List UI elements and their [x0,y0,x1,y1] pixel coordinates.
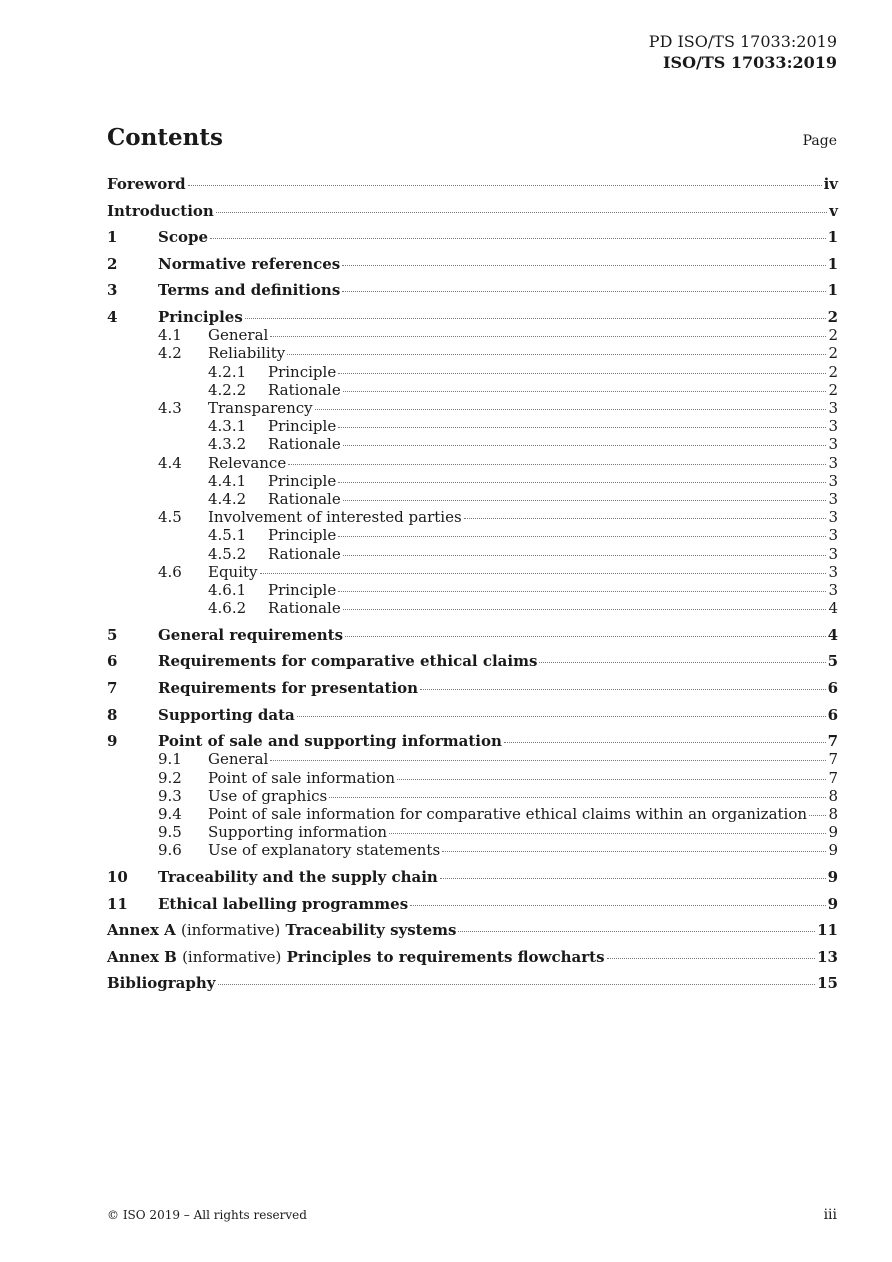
toc-dot-leader [504,741,826,743]
toc-entry[interactable] [107,326,838,344]
toc-entry-number: 1 [107,228,118,247]
toc-entry[interactable] [107,732,838,750]
page-column-label: Page [802,133,837,149]
toc-entry-number: 5 [107,625,118,644]
toc-entry-number: 4.2 [158,344,182,363]
toc-entry-title: Principles [158,308,243,326]
toc-entry-page: 6 [827,679,838,697]
toc-entry-title: Rationale [268,435,341,454]
toc-entry-title: Principle [268,581,337,599]
annex-informative-label: (informative) [181,921,281,940]
toc-entry-number: 10 [107,868,128,886]
toc-entry-title: Ethical labelling programmes [158,894,409,913]
toc-entry-title: Use of graphics [208,786,328,805]
toc-entry-title: Reliability [208,344,286,363]
toc-dot-leader [329,796,826,798]
toc-entry-page: 8 [828,786,838,805]
toc-entry[interactable] [107,255,838,273]
toc-entry-title: Rationale [268,599,341,618]
toc-entry-title [107,921,456,939]
toc-entry-number: 4.3.2 [208,435,247,454]
toc-entry-page: 3 [828,544,838,563]
toc-dot-leader [539,661,825,663]
toc-dot-leader [607,957,816,959]
toc-entry-title: Principle [268,526,337,545]
toc-entry-number: 4.6.1 [208,581,247,599]
toc-entry-page: 2 [828,362,838,381]
toc-entry-page: 9 [828,823,838,842]
toc-entry-number: 8 [107,705,118,724]
toc-entry[interactable] [107,526,838,544]
page-title: Contents [107,124,223,151]
toc-dot-leader [809,814,826,816]
toc-entry[interactable] [107,805,838,823]
toc-dot-leader [440,877,826,879]
toc-entry-page: 2 [828,380,838,399]
toc-dot-leader [218,983,816,985]
toc-dot-leader [288,463,826,465]
toc-dot-leader [188,184,822,186]
toc-entry-title: Traceability and the supply chain [158,868,438,886]
toc-dot-leader [338,535,826,537]
toc-entry-number: 4.6.2 [208,599,247,618]
toc-entry[interactable] [107,974,838,992]
toc-dot-leader [216,211,827,213]
toc-entry-title: Rationale [268,490,341,508]
toc-entry-title: Terms and definitions [158,281,341,300]
toc-entry[interactable] [107,679,838,697]
toc-entry-page: 9 [827,868,838,886]
toc-entry-title: Transparency [208,399,313,417]
toc-dot-leader [410,904,825,906]
toc-entry-number: 9.6 [158,841,182,860]
toc-entry-number: 6 [107,652,118,671]
toc-entry[interactable] [107,769,838,787]
toc-entry-number: 4.4 [158,453,182,472]
toc-entry-page: 3 [828,490,838,508]
toc-entry-page: 3 [828,399,838,417]
toc-dot-leader [397,778,826,780]
toc-entry-title: Bibliography [107,974,216,993]
toc-entry[interactable] [107,281,838,299]
toc-entry[interactable] [107,706,838,724]
toc-entry[interactable] [107,344,838,362]
toc-dot-leader [245,317,826,319]
toc-entry-number: 4.4.1 [208,471,247,490]
document-header [649,31,837,73]
toc-dot-leader [343,444,827,446]
toc-dot-leader [338,590,826,592]
toc-dot-leader [270,759,826,761]
toc-entry[interactable] [107,472,838,490]
toc-dot-leader [343,499,827,501]
toc-entry-page: v [829,201,838,220]
toc-dot-leader [260,572,827,574]
toc-entry-page: 3 [828,508,838,527]
toc-dot-leader [343,554,827,556]
toc-entry-page: 11 [817,921,838,940]
annex-title: Traceability systems [285,921,457,940]
toc-entry-title: Equity [208,562,258,581]
toc-entry[interactable] [107,823,838,841]
toc-entry[interactable] [107,921,838,939]
toc-entry-number: 4.3.1 [208,417,247,436]
toc-entry-page: iv [823,175,838,193]
toc-entry[interactable] [107,454,838,472]
toc-entry-number: 4.2.1 [208,362,247,381]
header-iso-number: ISO/TS 17033:2019 [663,53,837,72]
toc-entry-title: Principle [268,417,337,436]
toc-entry-page: 13 [817,947,838,966]
toc-entry-title: Rationale [268,544,341,563]
toc-dot-leader [315,408,827,410]
toc-entry[interactable] [107,435,838,453]
toc-entry-title: Foreword [107,175,186,193]
toc-entry-title: Scope [158,228,209,247]
toc-entry-title: Relevance [208,453,287,472]
toc-dot-leader [420,688,826,690]
toc-dot-leader [389,832,826,834]
toc-entry-title: Principle [268,362,337,381]
toc-entry-page: 5 [827,652,838,671]
toc-dot-leader [342,264,825,266]
toc-dot-leader [338,372,826,374]
toc-entry-number: 9.1 [158,750,182,769]
annex-informative-label: (informative) [182,947,282,966]
toc-entry-page: 3 [828,417,838,436]
toc-entry[interactable] [107,308,838,326]
toc-entry-title: Normative references [158,254,341,273]
toc-entry[interactable] [107,228,838,246]
toc-entry-number: 9.4 [158,805,182,823]
header-pd-number: PD ISO/TS 17033:2019 [648,32,837,51]
toc-entry-number: 9.2 [158,768,182,787]
toc-dot-leader [270,335,826,337]
toc-entry-number: 3 [107,281,118,300]
toc-entry-title: Point of sale information [208,768,396,787]
toc-entry-page: 3 [828,453,838,472]
toc-dot-leader [297,715,826,717]
toc-entry-page: 6 [827,705,838,724]
toc-entry-number: 4.6 [158,562,182,581]
toc-entry[interactable] [107,363,838,381]
toc-entry[interactable] [107,490,838,508]
toc-dot-leader [287,353,826,355]
toc-entry-page: 8 [828,805,838,823]
toc-entry-number: 7 [107,679,118,697]
toc-dot-leader [464,517,827,519]
toc-entry[interactable] [107,868,838,886]
toc-dot-leader [345,635,826,637]
toc-entry-page: 1 [827,281,838,300]
toc-entry-title: Supporting information [208,823,388,842]
toc-entry-title: Involvement of interested parties [208,508,462,527]
toc-entry-number: 4.5.2 [208,544,247,563]
toc-entry-title: Principle [268,471,337,490]
toc-entry-title: Requirements for comparative ethical claims [158,652,538,671]
toc-entry-number: 4.4.2 [208,490,247,508]
toc-entry-title [107,948,605,966]
toc-entry-title: Rationale [268,380,341,399]
toc-entry[interactable] [107,381,838,399]
toc-entry[interactable] [107,750,838,768]
toc-entry-page: 15 [817,974,838,993]
toc-entry-number: 4.5.1 [208,526,247,545]
toc-entry[interactable] [107,202,838,220]
toc-entry-page: 7 [827,732,838,751]
toc-dot-leader [343,390,827,392]
toc-entry[interactable] [107,948,838,966]
toc-entry-title: Introduction [107,201,214,220]
toc-entry-title: General [208,326,269,345]
toc-entry-page: 2 [827,308,838,326]
toc-entry[interactable] [107,508,838,526]
copyright-footer: © ISO 2019 – All rights reserved [107,1208,307,1222]
toc-entry-page: 7 [828,750,838,769]
toc-entry-page: 3 [828,526,838,545]
toc-dot-leader [343,608,827,610]
toc-entry-number: 9.5 [158,823,182,842]
toc-entry[interactable] [107,787,838,805]
toc-entry-number: 4.5 [158,508,182,527]
toc-entry-title: Requirements for presentation [158,679,419,697]
annex-label: Annex A [107,921,176,940]
toc-entry-page: 3 [828,471,838,490]
toc-entry-page: 4 [827,625,838,644]
toc-entry[interactable] [107,581,838,599]
toc-entry-title: Supporting data [158,705,295,724]
annex-title: Principles to requirements flowcharts [286,947,605,966]
toc-entry-number: 9 [107,732,118,751]
toc-entry-title: Point of sale and supporting information [158,732,502,751]
toc-entry-number: 9.3 [158,786,182,805]
toc-entry-page: 1 [827,254,838,273]
toc-entry-page: 2 [828,344,838,363]
toc-entry-page: 9 [827,894,838,913]
toc-dot-leader [342,290,825,292]
toc-dot-leader [442,850,826,852]
toc-entry-number: 11 [107,894,128,913]
toc-entry[interactable] [107,652,838,670]
toc-entry-page: 9 [828,841,838,860]
toc-entry-page: 7 [828,768,838,787]
toc-entry-number: 4 [107,308,118,326]
toc-entry[interactable] [107,599,838,617]
toc-entry-page: 3 [828,581,838,599]
toc-entry-number: 4.2.2 [208,380,247,399]
toc-entry-number: 2 [107,254,118,273]
toc-entry[interactable] [107,417,838,435]
annex-label: Annex B [107,947,177,966]
toc-entry-page: 1 [827,228,838,247]
toc-entry[interactable] [107,626,838,644]
toc-dot-leader [210,237,826,239]
toc-dot-leader [338,426,826,428]
toc-entry[interactable] [107,545,838,563]
toc-dot-leader [458,930,815,932]
toc-entry[interactable] [107,399,838,417]
toc-entry[interactable] [107,175,838,193]
toc-entry-page: 3 [828,435,838,454]
toc-dot-leader [338,481,826,483]
toc-entry-title: General requirements [158,625,344,644]
toc-entry-title: Point of sale information for comparative ethical claims within an organization [208,805,808,823]
toc-entry-page: 4 [828,599,838,618]
toc-entry-page: 3 [828,562,838,581]
toc-entry-title: General [208,750,269,769]
toc-entry[interactable] [107,563,838,581]
toc-entry-page: 2 [828,326,838,345]
page-number-footer: iii [823,1207,837,1223]
toc-entry[interactable] [107,895,838,913]
toc-entry-number: 4.1 [158,326,182,345]
toc-entry[interactable] [107,841,838,859]
toc-entry-title: Use of explanatory statements [208,841,441,860]
toc-entry-number: 4.3 [158,399,182,417]
